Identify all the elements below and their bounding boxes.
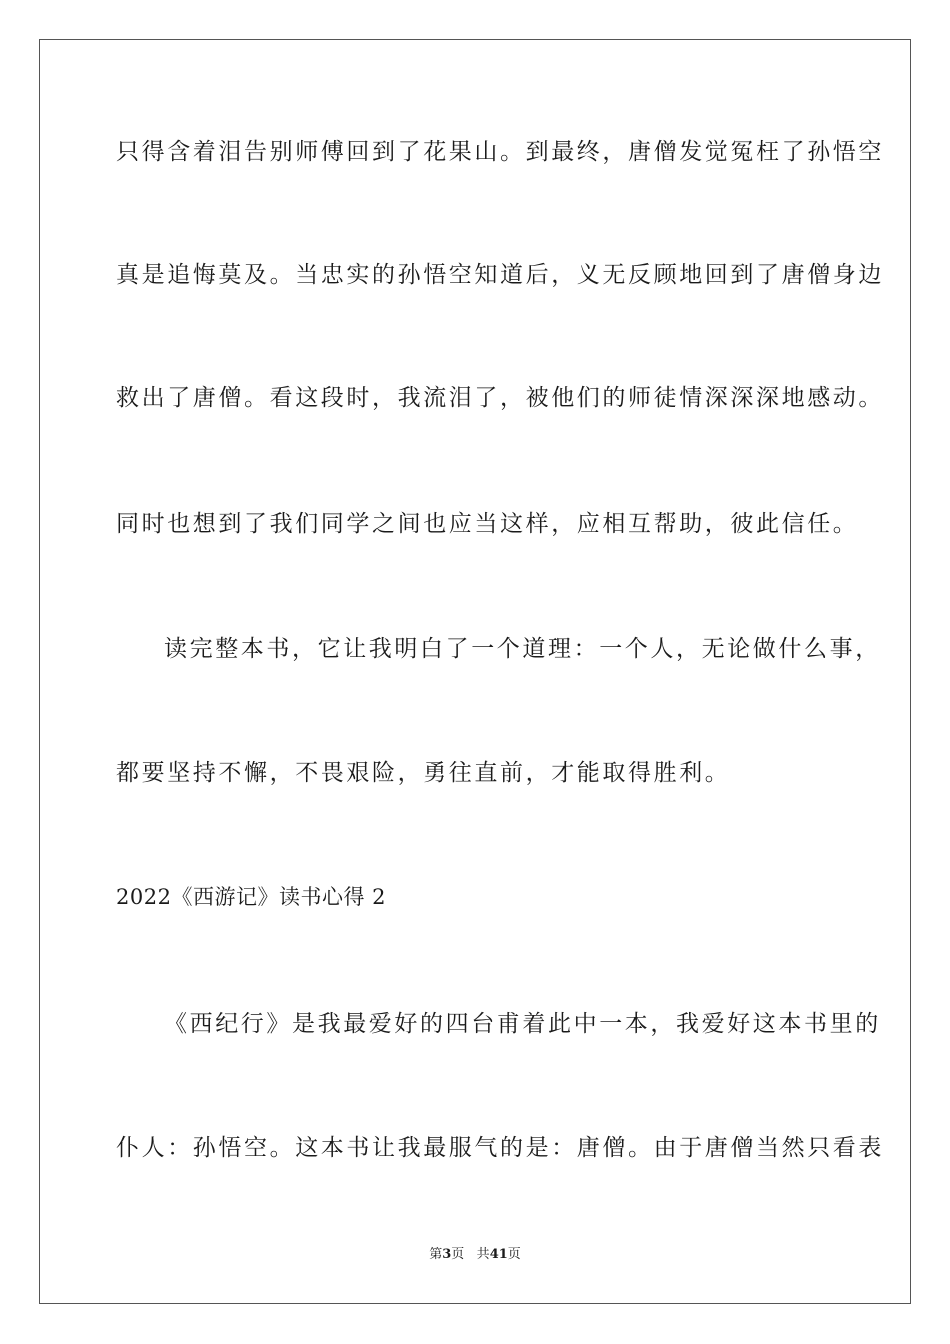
- page-suffix: 页: [451, 1247, 465, 1262]
- body-text-line-8: 仆人：孙悟空。这本书让我最服气的是：唐僧。由于唐僧当然只看表: [116, 1135, 884, 1161]
- body-text-line-4: 同时也想到了我们同学之间也应当这样，应相互帮助，彼此信任。: [116, 511, 859, 537]
- page-footer: [0, 1246, 950, 1264]
- total-prefix: 共: [476, 1247, 490, 1262]
- page-prefix: 第: [429, 1247, 443, 1262]
- total-suffix: 页: [507, 1247, 521, 1262]
- body-text-line-3: 救出了唐僧。看这段时，我流泪了，被他们的师徒情深深深地感动。: [116, 385, 884, 411]
- page-border: [39, 39, 911, 1304]
- body-text-line-7: 《西纪行》是我最爱好的四台甫着此中一本，我爱好这本书里的: [164, 1011, 881, 1037]
- section-heading: 2022《西游记》读书心得 2: [116, 885, 386, 909]
- body-text-line-6: 都要坚持不懈，不畏艰险，勇往直前，才能取得胜利。: [116, 760, 731, 786]
- body-text-line-1: 只得含着泪告别师傅回到了花果山。到最终，唐僧发觉冤枉了孙悟空: [116, 139, 884, 165]
- page-number: 3: [442, 1247, 452, 1262]
- body-text-line-2: 真是追悔莫及。当忠实的孙悟空知道后，义无反顾地回到了唐僧身边: [116, 262, 884, 288]
- body-text-line-5: 读完整本书，它让我明白了一个道理：一个人，无论做什么事，: [164, 636, 881, 662]
- total-pages: 41: [489, 1247, 508, 1262]
